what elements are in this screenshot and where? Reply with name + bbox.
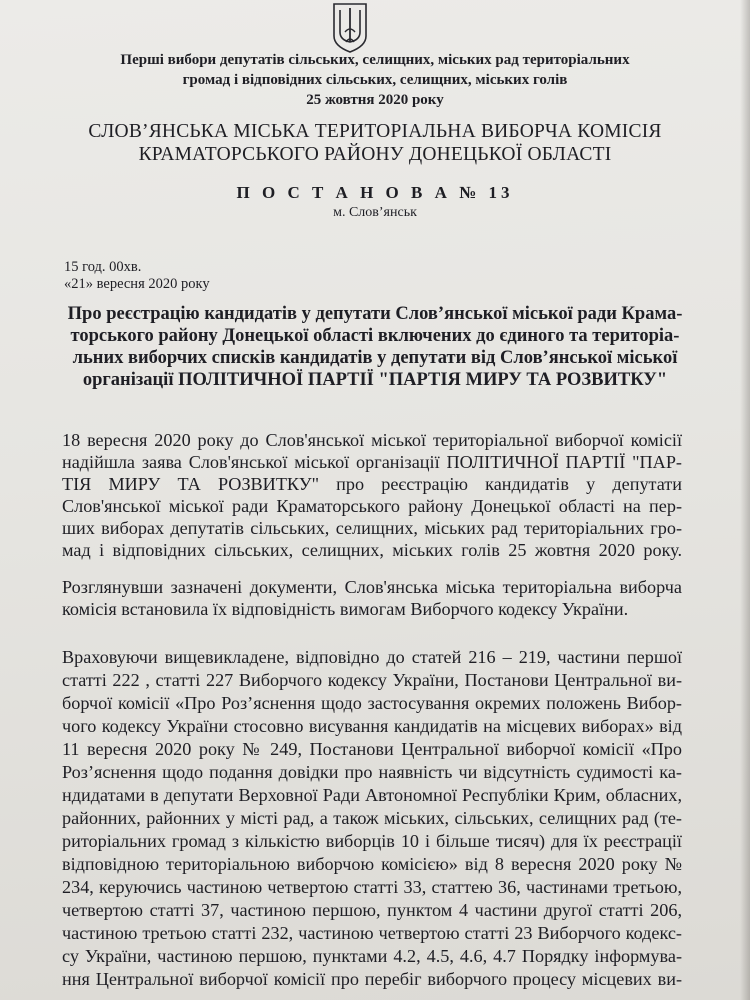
document-city: м. Слов’янськ — [333, 205, 417, 220]
paragraph2-line: комісія встановила їх відповідність вимогам Виборчого кодексу України. — [62, 599, 629, 619]
document-date: «21» вересня 2020 року — [64, 276, 210, 292]
paragraph3-line: ндидатами в депутати Верховної Ради Автономної Республіки Крим, обласних, — [62, 785, 682, 805]
document-title: П О С Т А Н О В А № 13 — [236, 183, 514, 202]
paragraph1-line: Слов'янської міської ради Краматорського району Донецької області на пер- — [62, 496, 682, 516]
paragraph3-line: су України, частиною першою, пунктами 4.2, 4.5, 4.6, 4.7 Порядку інформува- — [62, 946, 682, 966]
paragraph1-line: надійшла заява Слов'янської міської організації ПОЛІТИЧНОЇ ПАРТІЇ "ПАР- — [62, 452, 682, 472]
paragraph3-line: районних, районних у місті рад, а також міських, сільських, селищних рад (те- — [62, 808, 682, 828]
election-line-3: 25 жовтня 2020 року — [306, 92, 444, 108]
paragraph1-line: ТІЯ МИРУ ТА РОЗВИТКУ" про реєстрацію кандидатів у депутати — [62, 474, 682, 494]
paragraph3-line: четвертою статті 37, частиною першою, пунктом 4 частини другої статті 206, — [62, 900, 682, 920]
election-line-2: громад і відповідних сільських, селищних, міських голів — [182, 72, 568, 88]
paragraph3-line: Враховуючи вищевикладене, відповідно до статей 216 – 219, частини першої — [62, 647, 682, 667]
paragraph1-line: 18 вересня 2020 року до Слов'янської міської територіальної виборчої комісії — [62, 430, 682, 450]
paragraph3-line: відповідною територіальною виборчою комісією» від 8 вересня 2020 року № — [62, 854, 682, 874]
paragraph3-line: статті 222 , статті 227 Виборчого кодексу України, Постанови Центральної ви- — [62, 670, 682, 690]
paragraph3-line: борчої комісії «Про Роз’яснення щодо застосування окремих положень Вибор- — [62, 693, 682, 713]
paragraph1-line: ших виборах депутатів сільських, селищних, міських рад територіальних гро- — [62, 518, 682, 538]
paragraph3-line: ння Центральної виборчої комісії про перебіг виборчого процесу місцевих ви- — [62, 969, 682, 989]
commission-name-line-1: СЛОВ’ЯНСЬКА МІСЬКА ТЕРИТОРІАЛЬНА ВИБОРЧА КОМІСІЯ — [88, 121, 662, 142]
election-line-1: Перші вибори депутатів сільських, селищних, міських рад територіальних — [120, 52, 630, 68]
paragraph3-line: риторіальних громад з кількістю виборців 10 і більше тисяч) для їх реєстрації — [62, 831, 682, 851]
trident-emblem-icon — [331, 2, 369, 54]
subject-line-2: торського району Донецької області включених до єдиного та територіа- — [70, 326, 680, 346]
document-time: 15 год. 00хв. — [64, 259, 142, 275]
paragraph3-line: 11 вересня 2020 року № 249, Постанови Центральної виборчої комісії «Про — [62, 739, 682, 759]
paragraph2-line: Розглянувши зазначені документи, Слов'янська міська територіальна виборча — [62, 577, 682, 597]
subject-line-3: льних виборчих списків кандидатів у депутати від Слов’янської міської — [72, 348, 678, 368]
paragraph3-line: Роз’яснення щодо подання довідки про наявність чи відсутність судимості ка- — [62, 762, 682, 782]
subject-line-1: Про реєстрацію кандидатів у депутати Слов’янської міської ради Крама- — [67, 304, 683, 324]
commission-name-line-2: КРАМАТОРСЬКОГО РАЙОНУ ДОНЕЦЬКОЇ ОБЛАСТІ — [138, 144, 612, 165]
paragraph3-line: частиною третьою статті 232, частиною четвертою статті 23 Виборчого кодекс- — [62, 923, 682, 943]
subject-line-4: організації ПОЛІТИЧНОЇ ПАРТІЇ "ПАРТІЯ МИРУ ТА РОЗВИТКУ" — [82, 370, 668, 390]
paragraph3-line: чого кодексу України стосовно висування кандидатів на місцевих виборах» від — [62, 716, 682, 736]
paper-edge-shadow — [740, 0, 750, 1000]
paragraph1-line: мад і відповідних сільських, селищних, міських голів 25 жовтня 2020 року. — [62, 540, 682, 560]
paragraph3-line: 234, керуючись частиною четвертою статті 33, статтею 36, частинами третьою, — [62, 877, 682, 897]
